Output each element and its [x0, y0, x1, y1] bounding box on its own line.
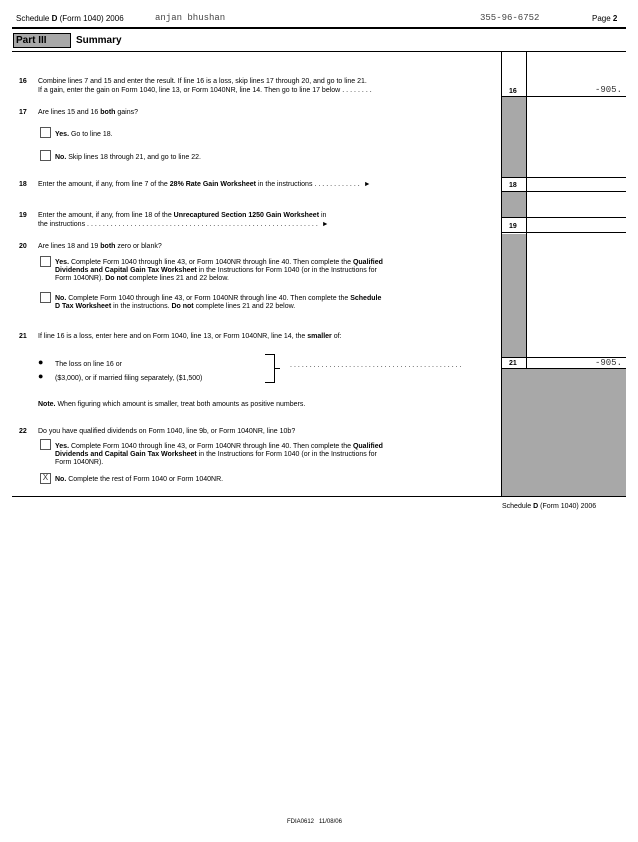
line-17-no-text: Skip lines 18 through 21, and go to line 22.: [68, 154, 201, 161]
taxpayer-ssn: 355-96-6752: [480, 13, 540, 23]
line-22-no-text: Complete the rest of Form 1040 or Form 1040NR.: [68, 476, 224, 483]
line-19-text-bold: Unrecaptured Section 1250 Gain Worksheet: [173, 212, 320, 219]
shade-box-18-19: [502, 192, 526, 217]
line-21-bullet-2-icon: ●: [38, 371, 44, 381]
line-21-amount[interactable]: -905.: [594, 358, 622, 368]
page-number: 2: [612, 14, 618, 23]
line-17-yes-checkbox[interactable]: [40, 127, 51, 138]
line-20-no-bold-4: Do not: [171, 303, 194, 310]
line-22-yes-line-3: Form 1040NR).: [55, 459, 104, 466]
line-18-arrow-icon: ►: [363, 181, 371, 188]
line-20-yes-bold-2: Qualified: [352, 259, 383, 266]
line-22-no-bold: No.: [55, 476, 67, 483]
line-19-text-pre: Enter the amount, if any, from line 18 of the: [38, 212, 174, 219]
line-20-no-text-2-pre: in the instructions.: [111, 303, 172, 310]
line-20-no-text-2-post: complete lines 21 and 22 below.: [193, 303, 296, 310]
line-19-text-1: [38, 211, 326, 220]
line-21-brace-icon: [265, 354, 275, 383]
line-18-text-post: in the instructions: [256, 181, 313, 188]
line-17-text-post: gains?: [115, 109, 139, 116]
line-22-question: Do you have qualified dividends on Form 1040, line 9b, or Form 1040NR, line 10b?: [38, 428, 296, 435]
header-schedule-letter: D: [51, 14, 58, 23]
line-21-text-bold: smaller: [307, 333, 332, 340]
line-20-number: 20: [19, 243, 27, 250]
line-17-no: [55, 153, 201, 162]
line-20-no-text-1: Complete Form 1040 through line 43, or Form 1040NR through line 40. Then complete the: [68, 295, 351, 302]
line-22-yes-bold-3: Dividends and Capital Gain Tax Worksheet: [55, 451, 197, 458]
line-21-brace-point: [275, 368, 280, 369]
line-17-number: 17: [19, 109, 27, 116]
line-18-number: 18: [19, 181, 27, 188]
line-21-note-bold: Note.: [38, 401, 56, 408]
line-20-yes-checkbox[interactable]: [40, 256, 51, 267]
line-20-no-bold-3: D Tax Worksheet: [55, 303, 112, 310]
line-20-yes-bold-4: Do not: [105, 275, 128, 282]
line-22-yes-checkbox[interactable]: [40, 439, 51, 450]
box-label-21: 21: [509, 360, 517, 367]
shade-box-22: [502, 369, 626, 496]
line-17-yes-text: Go to line 18.: [70, 131, 113, 138]
line-17-text-bold: both: [100, 109, 116, 116]
line-22-number: 22: [19, 428, 27, 435]
line-17-yes: [55, 130, 113, 139]
box-label-19: 19: [509, 223, 517, 230]
box-label-16: 16: [509, 88, 517, 95]
line-20-yes-line-3: [55, 274, 229, 283]
line-20-yes-bold: Yes.: [55, 259, 70, 266]
box-label-18: 18: [509, 182, 517, 189]
part-tag-label: Part III: [16, 35, 47, 46]
line-21-text: [38, 332, 342, 341]
line-22-no: [55, 475, 223, 484]
line-16-text-2-content: If a gain, enter the gain on Form 1040, line 13, or Form 1040NR, line 14. Then go to line 17 below: [38, 87, 341, 94]
line-20-no-checkbox[interactable]: [40, 292, 51, 303]
line-22-yes-bold-2: Qualified: [352, 443, 383, 450]
line-19-text-2-content: the instructions: [38, 221, 86, 228]
line-20-no-line-2: [55, 302, 295, 311]
line-21-number: 21: [19, 333, 27, 340]
shade-box-17: [502, 97, 526, 177]
line-19-arrow-icon: ►: [321, 221, 329, 228]
header-schedule-label: Schedule: [16, 14, 50, 23]
line-20-text-post: zero or blank?: [115, 243, 162, 250]
line-18-text: [38, 180, 371, 189]
line-21-bullet-1-icon: ●: [38, 357, 44, 367]
footer-schedule: [502, 502, 596, 511]
header-schedule-form: (Form 1040) 2006: [59, 14, 124, 23]
line-20-yes-text-2: in the Instructions for Form 1040 (or in the Instructions for: [196, 267, 377, 274]
page-label: Page: [592, 14, 611, 23]
line-22-no-checkbox[interactable]: X: [40, 473, 51, 484]
header-rule: [12, 27, 626, 29]
line-22-yes-line-2: [55, 450, 377, 459]
box-16-bottom: [501, 96, 626, 97]
line-21-note-text: When figuring which amount is smaller, treat both amounts as positive numbers.: [55, 401, 306, 408]
line-17-no-bold: No.: [55, 154, 67, 161]
line-17-yes-bold: Yes.: [55, 131, 70, 138]
line-19-leader: ...........................................................: [87, 221, 320, 228]
line-16-amount[interactable]: -905.: [594, 85, 622, 95]
footer-schedule-letter: D: [533, 503, 539, 510]
line-20-no-bold-2: Schedule: [350, 295, 382, 302]
line-20-text-bold: both: [100, 243, 116, 250]
footer-schedule-label: Schedule: [502, 503, 532, 510]
line-21-bullet-1: The loss on line 16 or: [55, 361, 122, 368]
line-20-text-pre: Are lines 18 and 19: [38, 243, 101, 250]
line-20-yes-text-3-post: complete lines 21 and 22 below.: [127, 275, 229, 282]
line-20-yes-text-3-pre: Form 1040NR).: [55, 275, 106, 282]
line-21-note: [38, 400, 305, 409]
taxpayer-name: anjan bhushan: [155, 13, 226, 23]
line-22-yes-text-1: Complete Form 1040 through line 43, or Form 1040NR through line 40. Then complete the: [70, 443, 353, 450]
page-indicator: [592, 14, 617, 23]
header-schedule: [16, 14, 124, 23]
line-20-yes-bold-3: Dividends and Capital Gain Tax Worksheet: [55, 267, 197, 274]
footer-rule: [12, 496, 626, 497]
box-21-bottom: [501, 368, 626, 369]
line-21-bullet-2: ($3,000), or if married filing separately, ($1,500): [55, 375, 203, 382]
line-19-number: 19: [19, 212, 27, 219]
line-17-no-checkbox[interactable]: [40, 150, 51, 161]
line-21-text-pre: If line 16 is a loss, enter here and on Form 1040, line 13, or Form 1040NR, line 14, the: [38, 333, 308, 340]
shade-box-20: [502, 234, 526, 358]
line-22-yes-bold: Yes.: [55, 443, 70, 450]
box-19-bottom: [501, 232, 626, 233]
box-19-top: [501, 217, 626, 218]
line-19-text-post: in: [319, 212, 327, 219]
box-18-bottom: [501, 191, 626, 192]
line-20-yes-text-1: Complete Form 1040 through line 43, or Form 1040NR through line 40. Then complete the: [70, 259, 353, 266]
line-22-yes-text-2: in the Instructions for Form 1040 (or in the Instructions for: [196, 451, 377, 458]
line-16-text-2: [38, 86, 374, 95]
part-title: Summary: [76, 35, 122, 46]
footer-code: FDIA0612: [287, 819, 315, 825]
footer-schedule-form: (Form 1040) 2006: [540, 503, 597, 510]
line-18-text-pre: Enter the amount, if any, from line 7 of the: [38, 181, 170, 188]
line-18-text-bold: 28% Rate Gain Worksheet: [169, 181, 257, 188]
footer-date: 11/08/06: [319, 819, 342, 825]
line-16-number: 16: [19, 78, 27, 85]
line-16-text-1: Combine lines 7 and 15 and enter the result. If line 16 is a loss, skip lines 17 through 20, and go to line 21.: [38, 78, 367, 85]
line-17-question: [38, 108, 138, 117]
box-18-top: [501, 177, 626, 178]
line-20-question: [38, 242, 162, 251]
line-16-leader: ........: [342, 87, 374, 94]
line-18-leader: ............: [314, 181, 362, 188]
line-20-no-bold: No.: [55, 295, 67, 302]
line-17-text-pre: Are lines 15 and 16: [38, 109, 101, 116]
part-rule: [12, 51, 626, 52]
line-21-leader: ............................................: [290, 362, 464, 369]
footer-form-code: [287, 818, 342, 827]
line-19-text-2: [38, 220, 329, 229]
line-21-text-post: of:: [331, 333, 342, 340]
